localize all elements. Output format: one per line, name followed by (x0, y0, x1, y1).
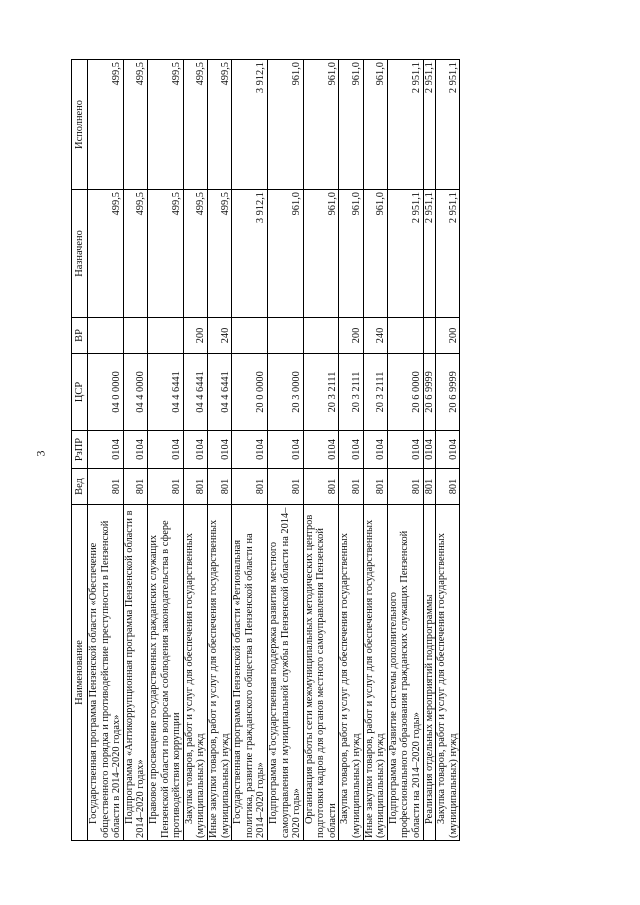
cell-executed: 2 951,1 (436, 60, 460, 190)
cell-rzpr: 0104 (267, 431, 303, 469)
cell-csr: 04 4 0000 (123, 354, 147, 431)
cell-rzpr: 0104 (88, 431, 124, 469)
table-row (147, 60, 183, 841)
header-vr: ВР (72, 318, 88, 354)
cell-csr: 04 4 6441 (207, 354, 231, 431)
cell-vr (303, 318, 339, 354)
table-row (123, 60, 147, 841)
cell-assigned: 2 951,1 (436, 190, 460, 318)
cell-ved: 801 (303, 469, 339, 505)
cell-rzpr: 0104 (387, 431, 423, 469)
cell-executed: 499,5 (147, 60, 183, 190)
cell-vr (232, 318, 268, 354)
cell-ved: 801 (339, 469, 363, 505)
cell-executed: 961,0 (339, 60, 363, 190)
cell-vr (423, 318, 436, 354)
cell-assigned: 499,5 (88, 190, 124, 318)
cell-ved: 801 (267, 469, 303, 505)
cell-ved: 801 (363, 469, 387, 505)
cell-assigned: 499,5 (183, 190, 207, 318)
cell-ved: 801 (423, 469, 436, 505)
table-row (232, 60, 268, 841)
cell-assigned: 2 951,1 (423, 190, 436, 318)
cell-csr: 20 3 2111 (339, 354, 363, 431)
cell-rzpr: 0104 (303, 431, 339, 469)
cell-rzpr: 0104 (423, 431, 436, 469)
table-row (303, 60, 339, 841)
cell-csr: 20 6 9999 (436, 354, 460, 431)
cell-csr: 20 3 2111 (303, 354, 339, 431)
cell-vr (267, 318, 303, 354)
cell-ved: 801 (387, 469, 423, 505)
cell-csr: 04 4 6441 (183, 354, 207, 431)
table-row (88, 60, 124, 841)
header-csr: ЦСР (72, 354, 88, 431)
cell-name: Закупка товаров, работ и услуг для обеспечения государственных (муниципальных) нужд (436, 505, 460, 841)
table-row (339, 60, 363, 841)
table-row (363, 60, 387, 841)
budget-table (71, 59, 460, 841)
cell-vr: 200 (183, 318, 207, 354)
cell-csr: 20 6 0000 (387, 354, 423, 431)
cell-vr (123, 318, 147, 354)
table-header-row (72, 60, 88, 841)
cell-vr: 200 (436, 318, 460, 354)
cell-ved: 801 (88, 469, 124, 505)
page-number: 3 (33, 450, 48, 457)
cell-rzpr: 0104 (123, 431, 147, 469)
cell-executed: 499,5 (207, 60, 231, 190)
cell-assigned: 3 912,1 (232, 190, 268, 318)
cell-executed: 3 912,1 (232, 60, 268, 190)
cell-csr: 20 6 9999 (423, 354, 436, 431)
cell-rzpr: 0104 (147, 431, 183, 469)
table-row (436, 60, 460, 841)
cell-executed: 961,0 (267, 60, 303, 190)
cell-name: Закупка товаров, работ и услуг для обеспечения государственных (муниципальных) нужд (339, 505, 363, 841)
cell-vr: 200 (339, 318, 363, 354)
header-name: Наименование (72, 505, 88, 841)
cell-name: Государственная программа Пензенской области «Региональная политика, развитие гражданского общества в Пензенской области на 2014–2020 годы» (232, 505, 268, 841)
cell-name: Правовое просвещение государственных гражданских служащих Пензенской области по вопросам соблюдения законодательства в сфере противодействия коррупции (147, 505, 183, 841)
cell-assigned: 499,5 (207, 190, 231, 318)
cell-csr: 20 3 2111 (363, 354, 387, 431)
cell-executed: 499,5 (123, 60, 147, 190)
cell-assigned: 961,0 (363, 190, 387, 318)
cell-assigned: 499,5 (147, 190, 183, 318)
cell-vr: 240 (363, 318, 387, 354)
cell-assigned: 961,0 (267, 190, 303, 318)
table-row (423, 60, 436, 841)
header-executed: Исполнено (72, 60, 88, 190)
cell-name: Иные закупки товаров, работ и услуг для обеспечения государственных (муниципальных) нужд (207, 505, 231, 841)
cell-assigned: 961,0 (339, 190, 363, 318)
cell-name: Подпрограмма «Государственная поддержка развития местного самоуправления и муниципальной службы в Пензенской области на 2014–2020 годы» (267, 505, 303, 841)
cell-name: Иные закупки товаров, работ и услуг для обеспечения государственных (муниципальных) нужд (363, 505, 387, 841)
cell-executed: 499,5 (88, 60, 124, 190)
cell-assigned: 499,5 (123, 190, 147, 318)
cell-assigned: 2 951,1 (387, 190, 423, 318)
table-row (207, 60, 231, 841)
table-row (387, 60, 423, 841)
cell-executed: 2 951,1 (387, 60, 423, 190)
cell-assigned: 961,0 (303, 190, 339, 318)
cell-name: Организация работы сети межмуниципальных методических центров подготовки кадров для органов местного самоуправления Пензенской области (303, 505, 339, 841)
table-row (183, 60, 207, 841)
budget-table-container (71, 60, 569, 841)
cell-rzpr: 0104 (232, 431, 268, 469)
header-rzpr: РзПР (72, 431, 88, 469)
cell-csr: 20 3 0000 (267, 354, 303, 431)
cell-csr: 04 4 6441 (147, 354, 183, 431)
cell-rzpr: 0104 (339, 431, 363, 469)
cell-ved: 801 (183, 469, 207, 505)
cell-csr: 04 0 0000 (88, 354, 124, 431)
cell-name: Подпрограмма «Развитие системы дополнительного профессионального образования гражданских служащих Пензенской области на 2014–2020 годы» (387, 505, 423, 841)
header-ved: Вед (72, 469, 88, 505)
cell-csr: 20 0 0000 (232, 354, 268, 431)
cell-rzpr: 0104 (436, 431, 460, 469)
cell-executed: 961,0 (363, 60, 387, 190)
cell-executed: 961,0 (303, 60, 339, 190)
cell-vr: 240 (207, 318, 231, 354)
cell-ved: 801 (207, 469, 231, 505)
cell-ved: 801 (147, 469, 183, 505)
cell-rzpr: 0104 (183, 431, 207, 469)
cell-ved: 801 (436, 469, 460, 505)
cell-name: Реализация отдельных мероприятий подпрограммы (423, 505, 436, 841)
cell-executed: 2 951,1 (423, 60, 436, 190)
cell-vr (147, 318, 183, 354)
table-row (267, 60, 303, 841)
cell-vr (387, 318, 423, 354)
cell-ved: 801 (123, 469, 147, 505)
cell-name: Государственная программа Пензенской области «Обеспечение общественного порядка и противодействие преступности в Пензенской области в 2014–2020 годах» (88, 505, 124, 841)
cell-name: Закупка товаров, работ и услуг для обеспечения государственных (муниципальных) нужд (183, 505, 207, 841)
cell-name: Подпрограмма «Антикоррупционная программа Пензенской области в 2014–2020 годах» (123, 505, 147, 841)
cell-ved: 801 (232, 469, 268, 505)
cell-executed: 499,5 (183, 60, 207, 190)
cell-rzpr: 0104 (363, 431, 387, 469)
cell-rzpr: 0104 (207, 431, 231, 469)
header-assigned: Назначено (72, 190, 88, 318)
cell-vr (88, 318, 124, 354)
